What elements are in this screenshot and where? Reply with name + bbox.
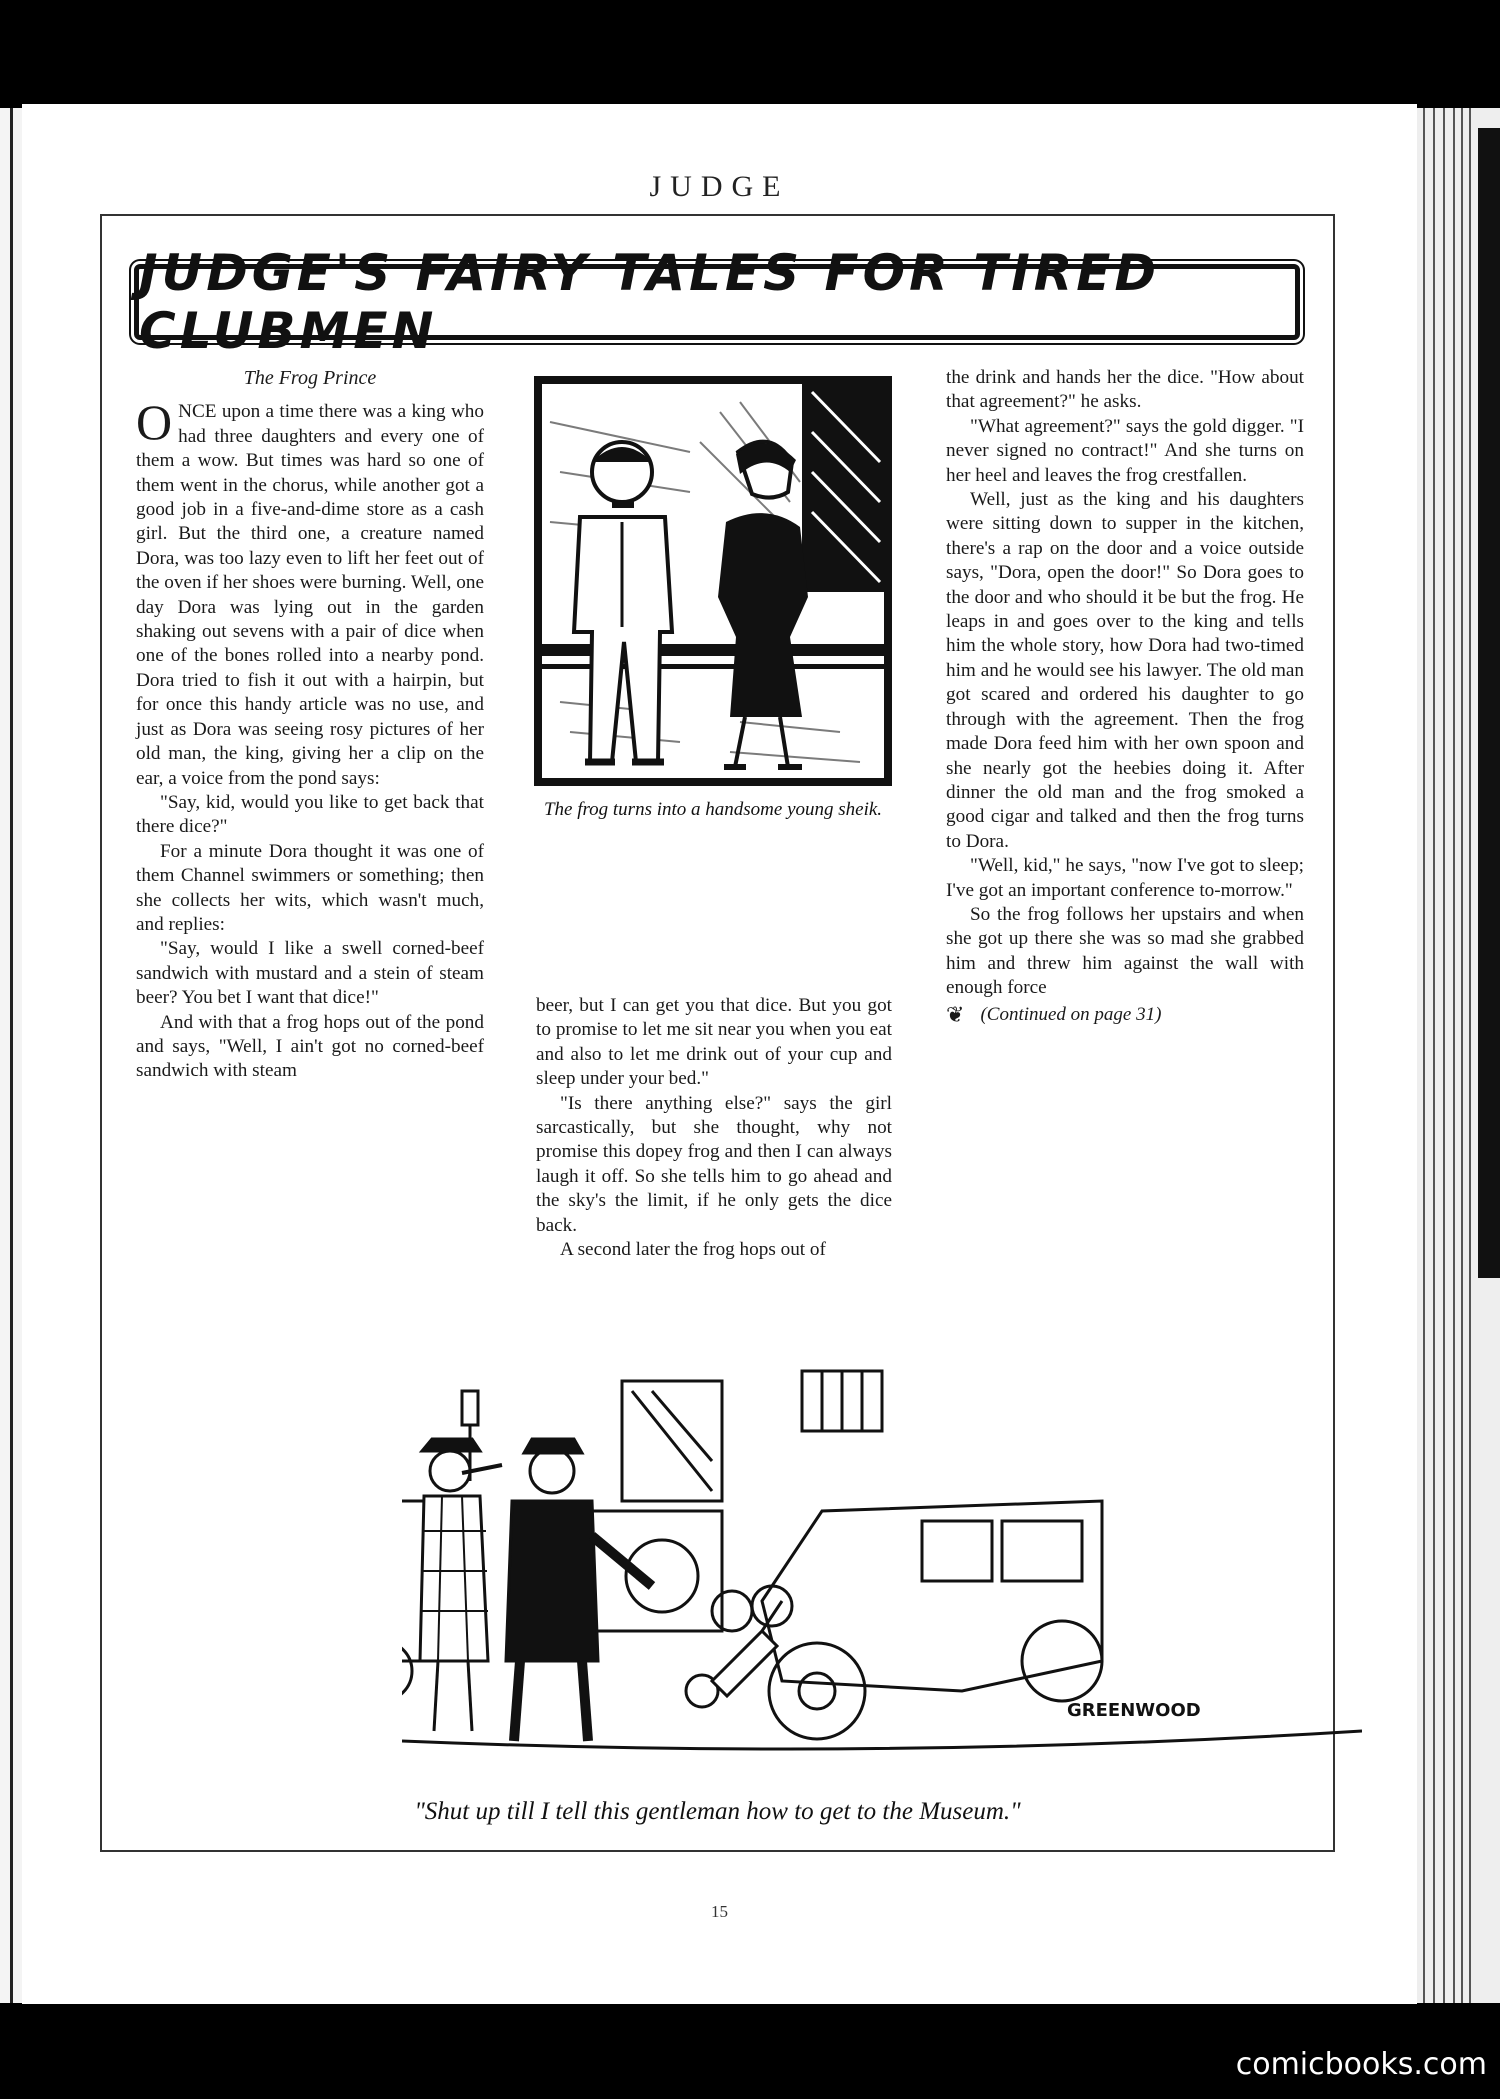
- banner-title: JUDGE'S FAIRY TALES FOR TIRED CLUBMEN: [139, 244, 1160, 360]
- article-frame: [100, 214, 1335, 1852]
- woodcut-drawing: [540, 382, 886, 780]
- paragraph: beer, but I can get you that dice. But you got to promise to let me sit near you when you eat and also to let me drink out of your cup and sleep under your bed.": [536, 995, 892, 1090]
- paragraph: "Say, would I like a swell corned-beef sandwich with mustard and a stein of steam beer? You bet I want that dice!": [136, 938, 484, 1009]
- ornament-icon: ❦: [946, 1001, 965, 1027]
- street-cartoon: [402, 1361, 1362, 1781]
- continued-line: [946, 1003, 1304, 1027]
- magazine-page: [22, 104, 1417, 2004]
- drop-cap: O: [136, 394, 173, 451]
- watermark: comicbooks.com: [1233, 2043, 1493, 2087]
- book-left-edge: [0, 108, 22, 2003]
- column-2: [536, 994, 892, 1262]
- column-3: [946, 366, 1304, 1027]
- story-title: The Frog Prince: [243, 367, 377, 389]
- paragraph: A second later the frog hops out of: [560, 1239, 826, 1261]
- cartoon-signature: GREENWOOD: [1067, 1700, 1201, 1721]
- paragraph: Well, just as the king and his daughters were sitting down to supper in the kitchen, there's a rap on the door and a voice outside says, "Dora, open the door!" So Dora goes to the door and who should it be but the frog. He leaps in and goes over to the king and tells him the whole story, how Dora had two-timed him and he would see his lawyer. The old man got scared and ordered his daughter to go through with the agreement. Then the frog made Dora feed him with her own spoon and she nearly got the heebies doing it. After dinner the old man and the frog smoked a good cigar and talked and then the frog turns to Dora.: [946, 489, 1304, 852]
- paragraph: "Say, kid, would you like to get back that there dice?": [136, 791, 484, 838]
- cartoon-drawing: [402, 1361, 1362, 1781]
- paragraph: So the frog follows her upstairs and when she got up there she was so mad she grabbed him and threw him against the wall with enough force: [946, 903, 1304, 999]
- paragraph: "What agreement?" says the gold digger. "I never signed no contract!" And she turns on her heel and leaves the frog crestfallen.: [946, 415, 1304, 486]
- title-banner: [134, 244, 1300, 360]
- paragraph: "Is there anything else?" says the girl sarcastically, but she thought, why not promise this dopey frog and then I can always laugh it off. So she tells him to go ahead and the sky's the limit, if he only gets the dice back.: [536, 1092, 892, 1236]
- continued-note: (Continued on page 31): [980, 1003, 1162, 1025]
- book-spine: [10, 108, 13, 2003]
- page-number: 15: [711, 1902, 728, 1921]
- book-right-pages: [1415, 108, 1500, 2003]
- woodcut-illustration: [534, 376, 892, 786]
- paragraph: And with that a frog hops out of the pond and says, "Well, I ain't got no corned-beef sandwich with steam: [136, 1011, 484, 1082]
- woodcut-caption: The frog turns into a handsome young sheik.: [543, 799, 883, 820]
- opening-smallcaps: NCE: [178, 401, 217, 423]
- column-1: [136, 366, 484, 1084]
- cartoon-caption: "Shut up till I tell this gentleman how to get to the Museum.": [414, 1798, 1021, 1825]
- paragraph: For a minute Dora thought it was one of them Channel swimmers or something; then she collects her wits, which wasn't much, and replies:: [136, 840, 484, 935]
- paragraph: upon a time there was a king who had three daughters and every one of them a wow. But times was hard so one of them went in the chorus, while another got a good job in a five-and-dime store as a cash girl. But the third one, a creature named Dora, was too lazy even to lift her feet out of the oven if her shoes were burning. Well, one day Dora was lying out in the garden shaking out sevens with a pair of dice when one of the bones rolled into a nearby pond. Dora tried to fish it out with a hairpin, but for once this handy article was no use, and just as Dora was seeing rosy pictures of her old man, the king, giving her a clip on the ear, a voice from the pond says:: [136, 401, 484, 789]
- paragraph: "Well, kid," he says, "now I've got to sleep; I've got an important conference to-morrow.": [946, 855, 1304, 901]
- paragraph: the drink and hands her the dice. "How about that agreement?" he asks.: [946, 367, 1304, 413]
- running-head: JUDGE: [649, 170, 790, 203]
- opening-paragraph: [136, 394, 484, 791]
